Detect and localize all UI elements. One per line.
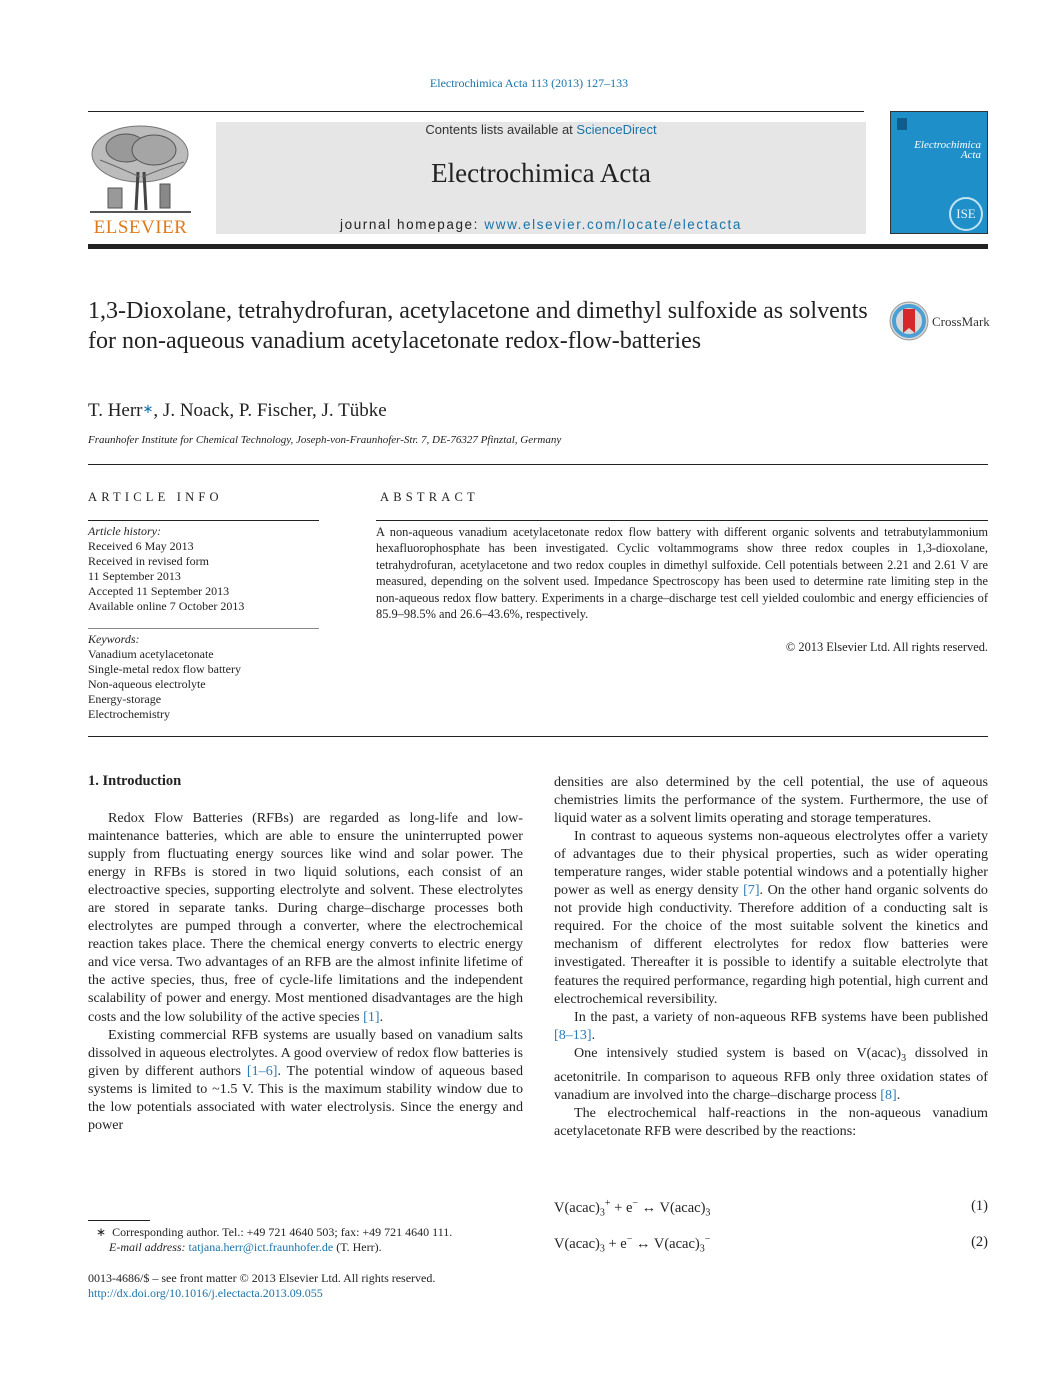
citation-link[interactable]: [1] [363,1008,380,1025]
equation-1: $V(acac)_3^+ + e^-$ ↔ $V(acac)_3$ [554,1198,711,1219]
equation-1-number: (1) [971,1198,988,1214]
cover-title: Electrochimica Acta [914,139,981,161]
keywords: Keywords: Vanadium acetylacetonate Single-metal redox flow battery Non-aqueous electrolyte Energy-storage Electrochemistry [88,632,319,722]
equation-2-number: (2) [971,1234,988,1250]
journal-banner [216,122,866,234]
journal-cover [890,111,988,234]
right-column [554,773,988,1140]
copyright: © 2013 Elsevier Ltd. All rights reserved. [785,640,988,654]
crossmark-button[interactable]: CrossMark [888,300,990,342]
keyword-item: Vanadium acetylacetonate [88,647,214,661]
corresponding-author-mark[interactable]: ∗ [142,401,154,416]
citation-link[interactable]: [8] [880,1086,897,1103]
article-info-heading: ARTICLE INFO [88,490,223,504]
equation-2: $V(acac)_3 + e^-$ ↔ $V(acac)_3^-$ [554,1234,711,1255]
paragraph: Redox Flow Batteries (RFBs) are regarded as long-life and low-maintenance batteries, which are able to ensure the uninterrupted power supply from fluctuating energy sources like wind and solar power. The energy in RFBs is stored in two liquid solutions, each consist of an electroactive species, supporting electrolyte and solvent. These electrolytes are stored in separate tanks. During charge–discharge processes both electrolytes are pumped through a converter, where the electrochemical reaction takes place. There the chemical energy converts to electric energy and vice versa. Two advantages of an RFB are the almost infinite lifetime of the active species, thus, free of cycle-life limitations and the independent scalability of power and energy. Most mentioned disadvantages are the high costs and the low solubility of the active species [1]. [88,810,523,1025]
abstract-text: A non-aqueous vanadium acetylacetonate redox flow battery with different organic solvents and tetrabutylammonium hexafluorophosphate has been investigated. Cyclic voltammograms show three redox couples in 1,3-dioxolane, tetrahydrofuran, acetylacetone and two redox couples in dimethyl sulfoxide. Cell potentials between 2.21 and 2.61 V are measured, depending on the solvent used. Impedance Spectroscopy has been used to determine rate limiting step in the non-aqueous redox flow battery. Experiments in a charge–discharge test cell yielded coulombic and energy efficiencies of 85.9–98.5% and 26.6–43.6%, respectively. [376,525,988,622]
article-info-rule [88,520,319,521]
citation-link[interactable]: [1–6] [246,1062,278,1079]
keyword-item: Single-metal redox flow battery [88,662,241,676]
citation-link[interactable]: [7] [743,882,760,899]
history-item: 11 September 2013 [88,569,181,583]
elsevier-logo [88,122,193,237]
paragraph: In contrast to aqueous systems non-aqueous electrolytes offer a variety of advantages due to their physical properties, such as wider operating temperature ranges, wider stable potential windows and a potentially higher power as well as energy density [7]. On the other hand organic solvents do not provide high conductivity. Therefore addition of a conducting salt is required. For the choice of the most suitable solvent the kinetics and mechanism of different electrolytes for redox flow batteries were investigated. Thereafter it is possible to identify a suitable electrolyte that features the required performance, regarding high potential, high current and electrochemical reversibility. [554,828,988,1007]
section-rule [88,736,988,737]
sciencedirect-link[interactable]: ScienceDirect [576,122,657,137]
header-rule [88,111,864,112]
journal-homepage: journal homepage: www.elsevier.com/locate/electacta [339,217,743,232]
publisher-name: ELSEVIER [93,217,188,238]
crossmark-icon [888,300,930,342]
keywords-rule [88,628,319,629]
abstract-heading: ABSTRACT [380,490,479,504]
cover-logo-icon [897,118,907,130]
history-item: Received in revised form [88,554,209,568]
homepage-link[interactable]: www.elsevier.com/locate/electacta [484,217,743,232]
affiliation: Fraunhofer Institute for Chemical Technology, Joseph-von-Fraunhofer-Str. 7, DE-76327 Pfinztal, Germany [88,434,562,446]
abstract-rule [376,520,988,521]
elsevier-tree-icon [88,122,193,217]
header-thick-rule [88,244,988,249]
front-matter [88,1271,588,1301]
footnote: ∗ Corresponding author. Tel.: +49 721 4640 503; fax: +49 721 4640 111. E-mail address: tatjana.herr@ict.fraunhofer.de (T. Herr). [96,1225,453,1254]
keyword-item: Electrochemistry [88,707,170,721]
paragraph: One intensively studied system is based on $V(acac)_3$ dissolved in acetonitrile. In comparison to aqueous RFB only three oxidation states of vanadium are involved into the charge–discharge process [8]. [554,1044,988,1103]
article-history: Article history: Received 6 May 2013 Received in revised form 11 September 2013 Accepted 11 September 2013 Available online 7 October 2013 [88,524,319,614]
history-item: Accepted 11 September 2013 [88,584,230,598]
issn-line: 0013-4686/$ – see front matter © 2013 Elsevier Ltd. All rights reserved. [88,1271,436,1285]
cover-badge: ISE [949,197,983,231]
paragraph: Existing commercial RFB systems are usually based on vanadium salts dissolved in aqueous electrolytes. A good overview of redox flow batteries is given by different authors [1–6]. The potential window of aqueous based systems is limited to ~1.5 V. This is the maximum stability window due to the low potentials associated with water electrolysis. Since the energy and power [88,1026,523,1133]
article-title: 1,3-Dioxolane, tetrahydrofuran, acetylacetone and dimethyl sulfoxide as solvents for non-aqueous vanadium acetylacetonate redox-flow-batteries [88,298,868,354]
paragraph: In the past, a variety of non-aqueous RFB systems have been published [8–13]. [554,1008,988,1043]
journal-name: Electrochimica Acta [431,158,651,188]
paragraph: The electrochemical half-reactions in the non-aqueous vanadium acetylacetonate RFB were described by the reactions: [554,1104,988,1139]
contents-line: Contents lists available at ScienceDirect [425,122,657,137]
email-link[interactable]: tatjana.herr@ict.fraunhofer.de [188,1240,334,1254]
keyword-item: Non-aqueous electrolyte [88,677,206,691]
authors: T. Herr∗, J. Noack, P. Fischer, J. Tübke [88,400,387,421]
divider-rule [88,464,988,465]
left-column [88,809,523,1134]
keyword-item: Energy-storage [88,692,162,706]
section-heading: 1. Introduction [88,773,182,789]
history-item: Available online 7 October 2013 [88,599,245,613]
history-item: Received 6 May 2013 [88,539,194,553]
paragraph: densities are also determined by the cell potential, the use of aqueous chemistries limits the performance of the system. Furthermore, the use of liquid water as a solvent limits operating and storage temperatures. [554,774,988,827]
doi-link[interactable]: http://dx.doi.org/10.1016/j.electacta.2013.09.055 [88,1286,323,1300]
journal-citation-link[interactable]: Electrochimica Acta 113 (2013) 127–133 [429,76,629,90]
citation-link[interactable]: [8–13] [554,1026,592,1043]
footnote-rule [88,1220,150,1221]
